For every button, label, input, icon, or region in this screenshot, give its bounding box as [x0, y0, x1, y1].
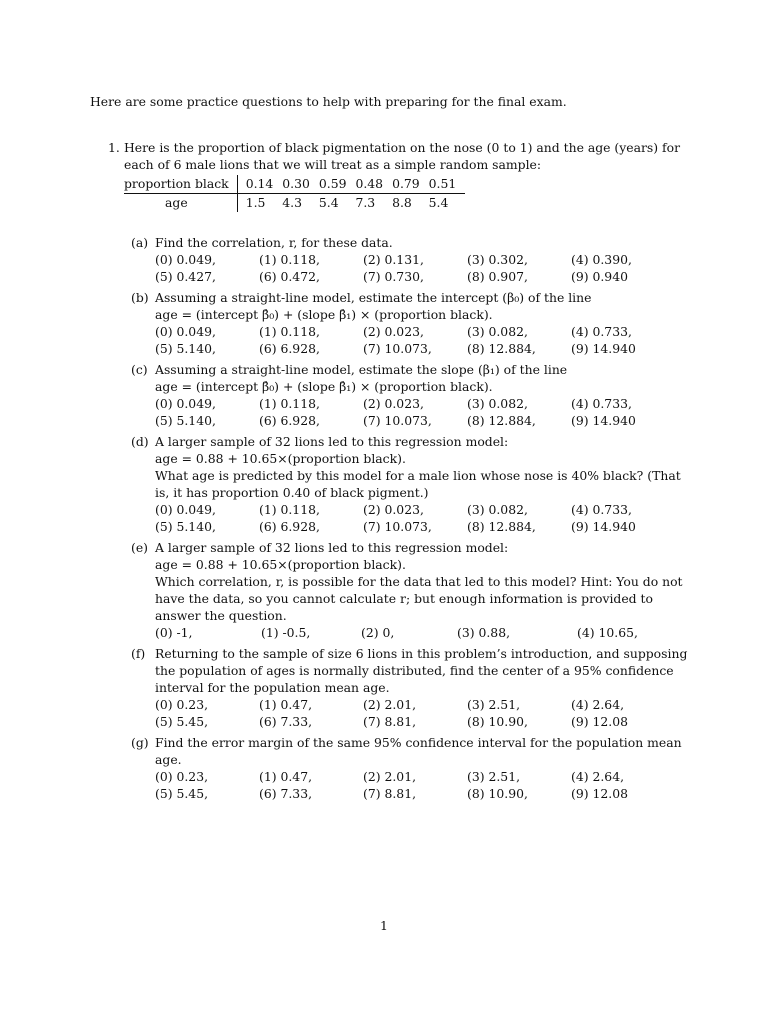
- answer-choice: (4) 0.390,: [571, 252, 632, 267]
- choices-row: [155, 323, 690, 340]
- question-part: [90, 289, 690, 357]
- answer-choice: (6) 6.928,: [259, 519, 320, 534]
- answer-choice: (9) 14.940: [571, 341, 636, 356]
- part-text-line: Assuming a straight-line model, estimate the intercept (β₀) of the line: [155, 290, 592, 305]
- part-body: [155, 289, 690, 357]
- choices-row: [155, 713, 690, 730]
- choices-row: [155, 251, 690, 268]
- answer-choice: (3) 0.082,: [467, 502, 528, 517]
- answer-choice: (9) 0.940: [571, 269, 628, 284]
- choices-row: [155, 395, 690, 412]
- answer-choice: (2) 0,: [361, 625, 395, 640]
- choices-row: [155, 624, 690, 641]
- question-number: 1.: [108, 140, 120, 155]
- table-cell: 4.3: [282, 195, 302, 210]
- answer-choice: (6) 0.472,: [259, 269, 320, 284]
- answer-choice: (5) 5.140,: [155, 413, 216, 428]
- part-text-line: age = (intercept β̂₀) + (slope β̂₁) × (proportion black).: [155, 307, 493, 322]
- answer-choice: (7) 10.073,: [363, 519, 432, 534]
- part-text-line: Find the correlation, r, for these data.: [155, 235, 393, 250]
- answer-choice: (4) 0.733,: [571, 324, 632, 339]
- part-body: [155, 539, 690, 641]
- part-text-line: Returning to the sample of size 6 lions in this problem’s introduction, and supposing the population of ages is normally distributed, find the center of a 95% confidence interval for the population mean age.: [155, 646, 688, 695]
- part-label: (b): [131, 290, 149, 305]
- choices-row: [155, 785, 690, 802]
- part-label: (d): [131, 434, 149, 449]
- table-row-proportion: [124, 175, 465, 194]
- choices-row: [155, 518, 690, 535]
- answer-choice: (1) 0.118,: [259, 252, 320, 267]
- data-table: [124, 175, 465, 212]
- table-cell: 0.30: [282, 175, 319, 194]
- answer-choice: (2) 2.01,: [363, 697, 417, 712]
- answer-choice: (3) 2.51,: [467, 769, 521, 784]
- answer-choice: (9) 12.08: [571, 786, 628, 801]
- table-cell: 0.14: [237, 175, 282, 194]
- answer-choice: (2) 0.023,: [363, 396, 424, 411]
- answer-choice: (2) 0.023,: [363, 324, 424, 339]
- question-parts: [90, 234, 690, 806]
- part-label: (e): [131, 540, 149, 555]
- answer-choice: (3) 0.082,: [467, 396, 528, 411]
- table-row-age: [124, 194, 465, 213]
- intro-text: Here are some practice questions to help with preparing for the final exam.: [90, 94, 567, 109]
- answer-choice: (8) 10.90,: [467, 786, 528, 801]
- answer-choice: (5) 5.140,: [155, 519, 216, 534]
- answer-choice: (7) 0.730,: [363, 269, 424, 284]
- table-cell: 0.59: [319, 175, 356, 194]
- part-text-line: A larger sample of 32 lions led to this regression model:: [155, 540, 509, 555]
- question-part: [90, 539, 690, 641]
- answer-choice: (9) 14.940: [571, 519, 636, 534]
- answer-choice: (4) 10.65,: [577, 625, 638, 640]
- part-label: (f): [131, 646, 146, 661]
- answer-choice: (5) 5.45,: [155, 714, 209, 729]
- answer-choice: (0) 0.049,: [155, 252, 216, 267]
- answer-choice: (3) 2.51,: [467, 697, 521, 712]
- answer-choice: (9) 14.940: [571, 413, 636, 428]
- answer-choice: (8) 12.884,: [467, 519, 536, 534]
- part-label: (g): [131, 735, 149, 750]
- answer-choice: (9) 12.08: [571, 714, 628, 729]
- answer-choice: (4) 2.64,: [571, 697, 625, 712]
- answer-choice: (8) 0.907,: [467, 269, 528, 284]
- answer-choice: (6) 6.928,: [259, 413, 320, 428]
- part-body: [155, 734, 690, 802]
- part-label: (a): [131, 235, 149, 250]
- answer-choice: (3) 0.302,: [467, 252, 528, 267]
- question-text: Here is the proportion of black pigmentation on the nose (0 to 1) and the age (years) for each of 6 male lions that we will treat as a simple random sample:: [124, 140, 681, 172]
- part-body: [155, 645, 690, 730]
- question-1: [90, 139, 690, 212]
- table-cell: 5.4: [428, 195, 449, 210]
- answer-choice: (5) 0.427,: [155, 269, 216, 284]
- question-part: [90, 645, 690, 730]
- table-cell: 0.51: [429, 175, 466, 194]
- table-cell: 0.79: [392, 175, 429, 194]
- table-cell: 8.8: [392, 195, 412, 210]
- choices-row: [155, 768, 690, 785]
- question-part: [90, 361, 690, 429]
- answer-choice: (1) 0.118,: [259, 396, 320, 411]
- answer-choice: (2) 0.023,: [363, 502, 424, 517]
- question-part: [90, 433, 690, 535]
- part-text-line: Which correlation, r, is possible for the data that led to this model? Hint: You do not have the data, so you cannot calculate r; but enough information is provided to answer the question.: [155, 574, 683, 623]
- table-cell: 5.4: [318, 195, 339, 210]
- answer-choice: (3) 0.88,: [457, 625, 511, 640]
- page-number: 1: [380, 918, 388, 933]
- answer-choice: (1) 0.47,: [259, 697, 313, 712]
- table-cell: 0.48: [355, 175, 392, 194]
- part-label: (c): [131, 362, 148, 377]
- part-text-line: What age is predicted by this model for a male lion whose nose is 40% black? (That is, it has proportion 0.40 of black pigment.): [155, 468, 681, 500]
- choices-row: [155, 412, 690, 429]
- answer-choice: (2) 0.131,: [363, 252, 424, 267]
- answer-choice: (1) -0.5,: [261, 625, 311, 640]
- answer-choice: (4) 0.733,: [571, 396, 632, 411]
- part-body: [155, 433, 690, 535]
- answer-choice: (7) 8.81,: [363, 786, 417, 801]
- answer-choice: (3) 0.082,: [467, 324, 528, 339]
- answer-choice: (6) 7.33,: [259, 714, 313, 729]
- question-part: [90, 734, 690, 802]
- row-label: proportion black: [124, 175, 237, 194]
- answer-choice: (0) 0.23,: [155, 769, 209, 784]
- answer-choice: (8) 12.884,: [467, 341, 536, 356]
- choices-row: [155, 268, 690, 285]
- choices-row: [155, 501, 690, 518]
- answer-choice: (7) 8.81,: [363, 714, 417, 729]
- answer-choice: (6) 6.928,: [259, 341, 320, 356]
- part-body: [155, 361, 690, 429]
- part-text-line: Find the error margin of the same 95% confidence interval for the population mean age.: [155, 735, 682, 767]
- answer-choice: (6) 7.33,: [259, 786, 313, 801]
- choices-row: [155, 340, 690, 357]
- choices-row: [155, 696, 690, 713]
- answer-choice: (0) 0.049,: [155, 502, 216, 517]
- part-text-line: age = (intercept β̂₀) + (slope β̂₁) × (proportion black).: [155, 379, 493, 394]
- answer-choice: (0) -1,: [155, 625, 193, 640]
- answer-choice: (1) 0.118,: [259, 324, 320, 339]
- answer-choice: (8) 12.884,: [467, 413, 536, 428]
- row-label: age: [124, 194, 237, 213]
- answer-choice: (1) 0.118,: [259, 502, 320, 517]
- part-text-line: A larger sample of 32 lions led to this regression model:: [155, 434, 509, 449]
- answer-choice: (7) 10.073,: [363, 413, 432, 428]
- part-text-line: age = 0.88 + 10.65×(proportion black).: [155, 451, 406, 466]
- part-text-line: age = 0.88 + 10.65×(proportion black).: [155, 557, 406, 572]
- table-cell: 7.3: [355, 195, 376, 210]
- part-body: [155, 234, 690, 285]
- answer-choice: (5) 5.140,: [155, 341, 216, 356]
- answer-choice: (0) 0.049,: [155, 396, 216, 411]
- question-part: [90, 234, 690, 285]
- answer-choice: (0) 0.049,: [155, 324, 216, 339]
- answer-choice: (1) 0.47,: [259, 769, 313, 784]
- part-text-line: Assuming a straight-line model, estimate the slope (β₁) of the line: [155, 362, 568, 377]
- table-cell: 1.5: [245, 195, 266, 210]
- answer-choice: (8) 10.90,: [467, 714, 528, 729]
- answer-choice: (4) 0.733,: [571, 502, 632, 517]
- answer-choice: (0) 0.23,: [155, 697, 209, 712]
- answer-choice: (7) 10.073,: [363, 341, 432, 356]
- answer-choice: (5) 5.45,: [155, 786, 209, 801]
- answer-choice: (4) 2.64,: [571, 769, 625, 784]
- answer-choice: (2) 2.01,: [363, 769, 417, 784]
